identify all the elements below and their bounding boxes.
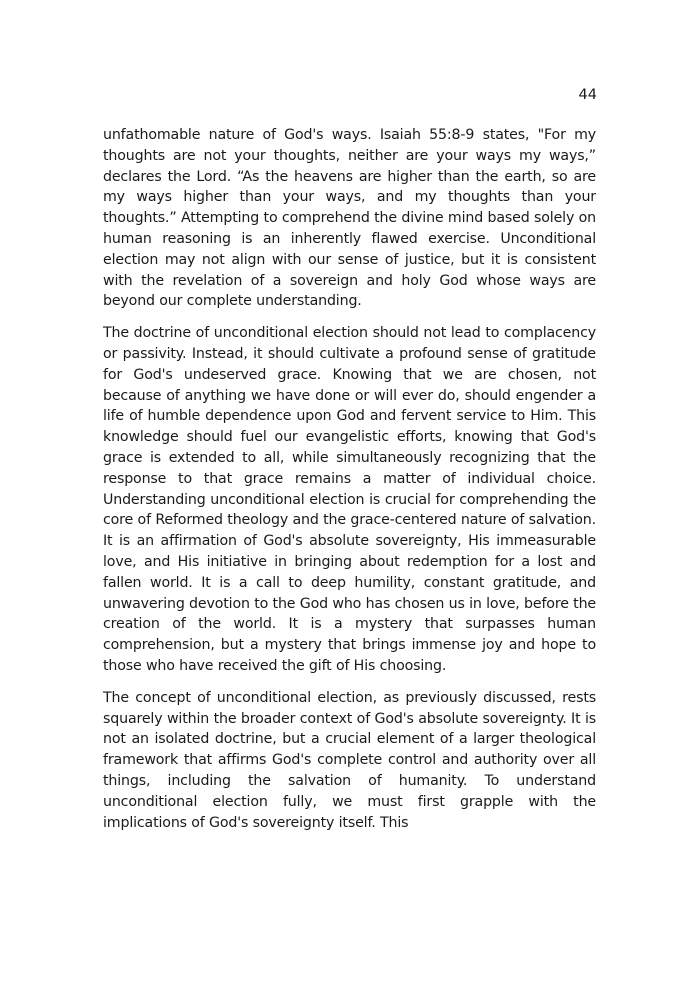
- paragraph-sovereignty-context: The concept of unconditional election, as previously discussed, rests squarely within the broader context of God's absolute sovereignty. It is not an isolated doctrine, but a crucial element of a larger theological framework that affirms God's complete control and authority over all things, including the salvation of humanity. To understand unconditional election fully, we must first grapple with the implications of God's sovereignty itself. This: [103, 689, 596, 831]
- paragraph-continuation: unfathomable nature of God's ways. Isaiah 55:8-9 states, "For my thoughts are not your thoughts, neither are your ways my ways,” declares the Lord. “As the heavens are higher than the earth, so are my ways higher than your ways, and my thoughts than your thoughts.” Attempting to comprehend the divine mind based solely on human reasoning is an inherently flawed exercise. Unconditional election may not align with our sense of justice, but it is consistent with the revelation of a sovereign and holy God whose ways are beyond our complete understanding.: [103, 127, 596, 310]
- paragraph-doctrine-implications: The doctrine of unconditional election should not lead to complacency or passivity. Instead, it should cultivate a profound sense of gratitude for God's undeserved grace. Knowing that we are chosen, not because of anything we have done or will ever do, should engender a life of humble dependence upon God and fervent service to Him. This knowledge should fuel our evangelistic efforts, knowing that God's grace is extended to all, while simultaneously recognizing that the response to that grace remains a matter of individual choice. Understanding unconditional election is crucial for comprehending the core of Reformed theology and the grace-centered nature of salvation. It is an affirmation of God's absolute sovereignty, His immeasurable love, and His initiative in bringing about redemption for a lost and fallen world. It is a call to deep humility, constant gratitude, and unwavering devotion to the God who has chosen us in love, before the creation of the world. It is a mystery that surpasses human comprehension, but a mystery that brings immense joy and hope to those who have received the gift of His choosing.: [103, 325, 596, 674]
- page-body: [103, 125, 596, 844]
- page-number: 44: [578, 87, 597, 103]
